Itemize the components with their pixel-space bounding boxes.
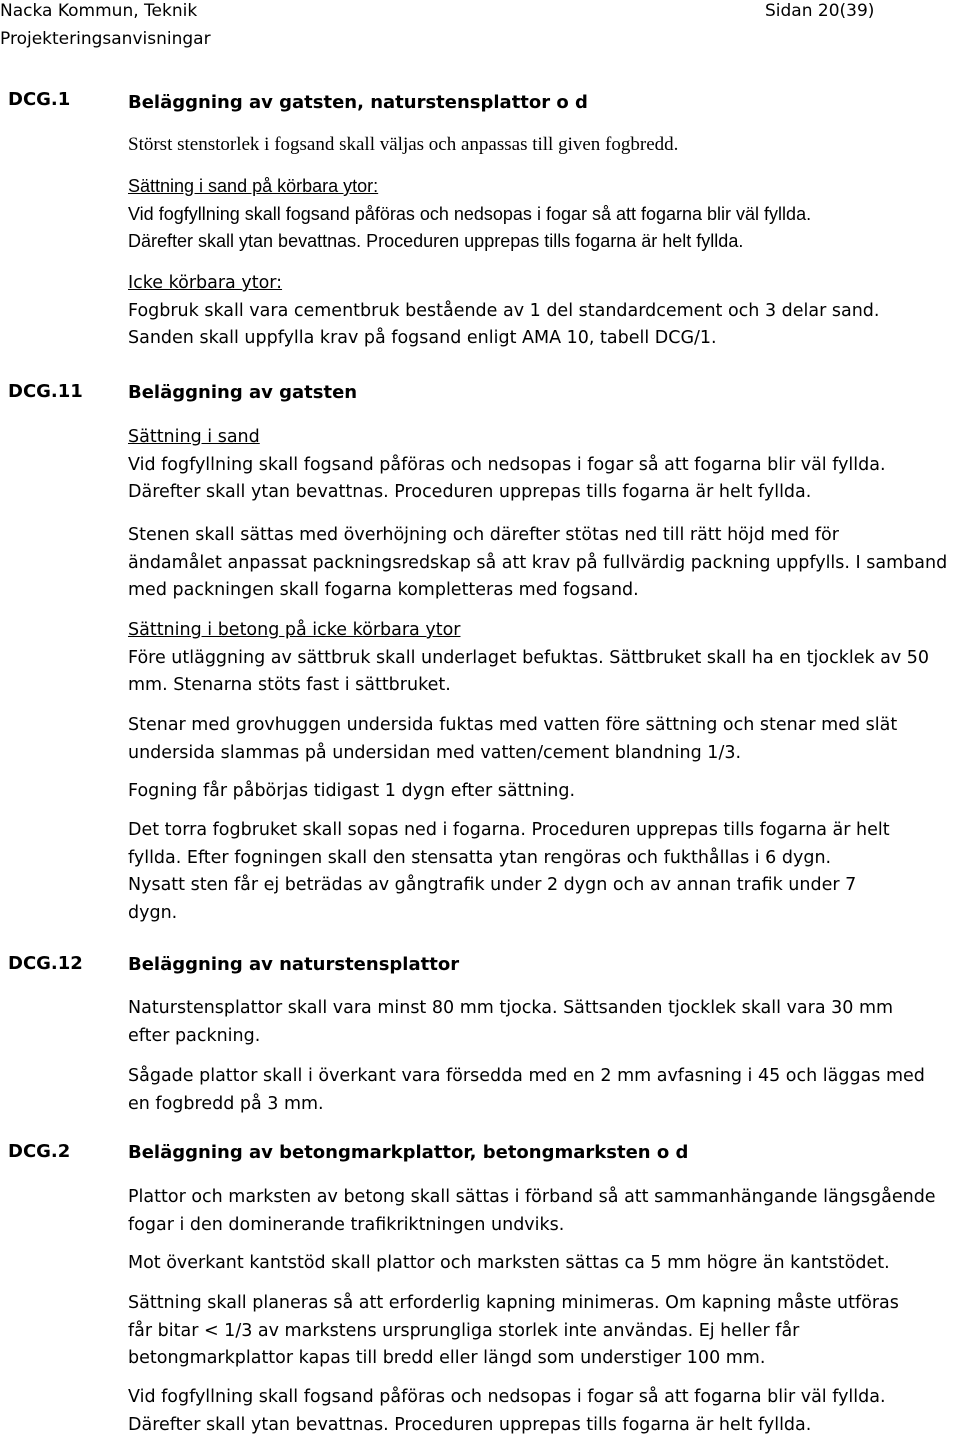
subheading: Sättning i sand på körbara ytor: bbox=[128, 173, 958, 201]
paragraph bbox=[128, 712, 958, 767]
text-line: Vid fogfyllning skall fogsand påföras och nedsopas i fogar så att fogarna blir väl fyllda. bbox=[128, 452, 958, 480]
paragraph bbox=[128, 173, 958, 256]
paragraph bbox=[128, 817, 958, 927]
section-title-dcg12: Beläggning av naturstensplattor bbox=[128, 951, 958, 979]
paragraph bbox=[128, 270, 958, 353]
text-line: dygn. bbox=[128, 900, 958, 928]
paragraph bbox=[128, 1184, 958, 1239]
subheading: Sättning i sand bbox=[128, 424, 958, 452]
section-code-dcg11: DCG.11 bbox=[8, 381, 83, 402]
text-line: Mot överkant kantstöd skall plattor och marksten sättas ca 5 mm högre än kantstödet. bbox=[128, 1250, 958, 1278]
section-code-dcg1: DCG.1 bbox=[8, 89, 70, 110]
section-code-dcg12: DCG.12 bbox=[8, 953, 83, 974]
section-title-dcg11: Beläggning av gatsten bbox=[128, 379, 958, 407]
section-code-dcg2: DCG.2 bbox=[8, 1141, 70, 1162]
text-line: en fogbredd på 3 mm. bbox=[128, 1091, 958, 1119]
text-line: Det torra fogbruket skall sopas ned i fogarna. Proceduren upprepas tills fogarna är helt bbox=[128, 817, 958, 845]
text-line: får bitar < 1/3 av markstens ursprungliga storlek inte användas. Ej heller får bbox=[128, 1318, 958, 1346]
text-line: med packningen skall fogarna kompletteras med fogsand. bbox=[128, 577, 958, 605]
text-line: ändamålet anpassat packningsredskap så att krav på fullvärdig packning uppfylls. I samband bbox=[128, 550, 958, 578]
paragraph bbox=[128, 131, 958, 159]
text-line: Stenen skall sättas med överhöjning och därefter stötas ned till rätt höjd med för bbox=[128, 522, 958, 550]
subheading: Sättning i betong på icke körbara ytor bbox=[128, 617, 958, 645]
paragraph bbox=[128, 995, 958, 1050]
subheading: Icke körbara ytor: bbox=[128, 270, 958, 298]
paragraph bbox=[128, 1063, 958, 1118]
text-line: Före utläggning av sättbruk skall underlaget befuktas. Sättbruket skall ha en tjocklek av 50 bbox=[128, 645, 958, 673]
text-line: betongmarkplattor kapas till bredd eller längd som understiger 100 mm. bbox=[128, 1345, 958, 1373]
text-line: Därefter skall ytan bevattnas. Proceduren upprepas tills fogarna är helt fyllda. bbox=[128, 228, 958, 256]
text-line: fogar i den dominerande trafikriktningen undviks. bbox=[128, 1212, 958, 1240]
text-line: Därefter skall ytan bevattnas. Proceduren upprepas tills fogarna är helt fyllda. bbox=[128, 479, 958, 507]
paragraph bbox=[128, 1250, 958, 1278]
text-line: undersida slammas på undersidan med vatten/cement blandning 1/3. bbox=[128, 740, 958, 768]
text-line: Sanden skall uppfylla krav på fogsand enligt AMA 10, tabell DCG/1. bbox=[128, 325, 958, 353]
paragraph bbox=[128, 1384, 958, 1439]
text-line: Vid fogfyllning skall fogsand påföras och nedsopas i fogar så att fogarna blir väl fyllda. bbox=[128, 1384, 958, 1412]
text-line: Naturstensplattor skall vara minst 80 mm tjocka. Sättsanden tjocklek skall vara 30 mm bbox=[128, 995, 958, 1023]
header-doc-title: Projekteringsanvisningar bbox=[0, 28, 211, 50]
paragraph bbox=[128, 424, 958, 507]
paragraph bbox=[128, 522, 958, 605]
text-line: Störst stenstorlek i fogsand skall väljas och anpassas till given fogbredd. bbox=[128, 131, 958, 159]
section-title-dcg1: Beläggning av gatsten, naturstensplattor o d bbox=[128, 89, 958, 117]
text-line: Därefter skall ytan bevattnas. Proceduren upprepas tills fogarna är helt fyllda. bbox=[128, 1412, 958, 1439]
text-line: Plattor och marksten av betong skall sättas i förband så att sammanhängande längsgående bbox=[128, 1184, 958, 1212]
text-line: fyllda. Efter fogningen skall den stensatta ytan rengöras och fukthållas i 6 dygn. bbox=[128, 845, 958, 873]
text-line: Sågade plattor skall i överkant vara försedda med en 2 mm avfasning i 45 och läggas med bbox=[128, 1063, 958, 1091]
paragraph bbox=[128, 617, 958, 700]
section-title-dcg2: Beläggning av betongmarkplattor, betongmarksten o d bbox=[128, 1139, 958, 1167]
header-org: Nacka Kommun, Teknik bbox=[0, 0, 197, 22]
text-line: Sättning skall planeras så att erforderlig kapning minimeras. Om kapning måste utföras bbox=[128, 1290, 958, 1318]
text-line: Stenar med grovhuggen undersida fuktas med vatten före sättning och stenar med slät bbox=[128, 712, 958, 740]
text-line: Nysatt sten får ej beträdas av gångtrafik under 2 dygn och av annan trafik under 7 bbox=[128, 872, 958, 900]
text-line: efter packning. bbox=[128, 1023, 958, 1051]
text-line: Fogbruk skall vara cementbruk bestående av 1 del standardcement och 3 delar sand. bbox=[128, 298, 958, 326]
page-number: Sidan 20(39) bbox=[765, 0, 874, 22]
text-line: mm. Stenarna stöts fast i sättbruket. bbox=[128, 672, 958, 700]
text-line: Fogning får påbörjas tidigast 1 dygn efter sättning. bbox=[128, 778, 958, 806]
paragraph bbox=[128, 1290, 958, 1373]
paragraph bbox=[128, 778, 958, 806]
text-line: Vid fogfyllning skall fogsand påföras och nedsopas i fogar så att fogarna blir väl fyllda. bbox=[128, 201, 958, 229]
